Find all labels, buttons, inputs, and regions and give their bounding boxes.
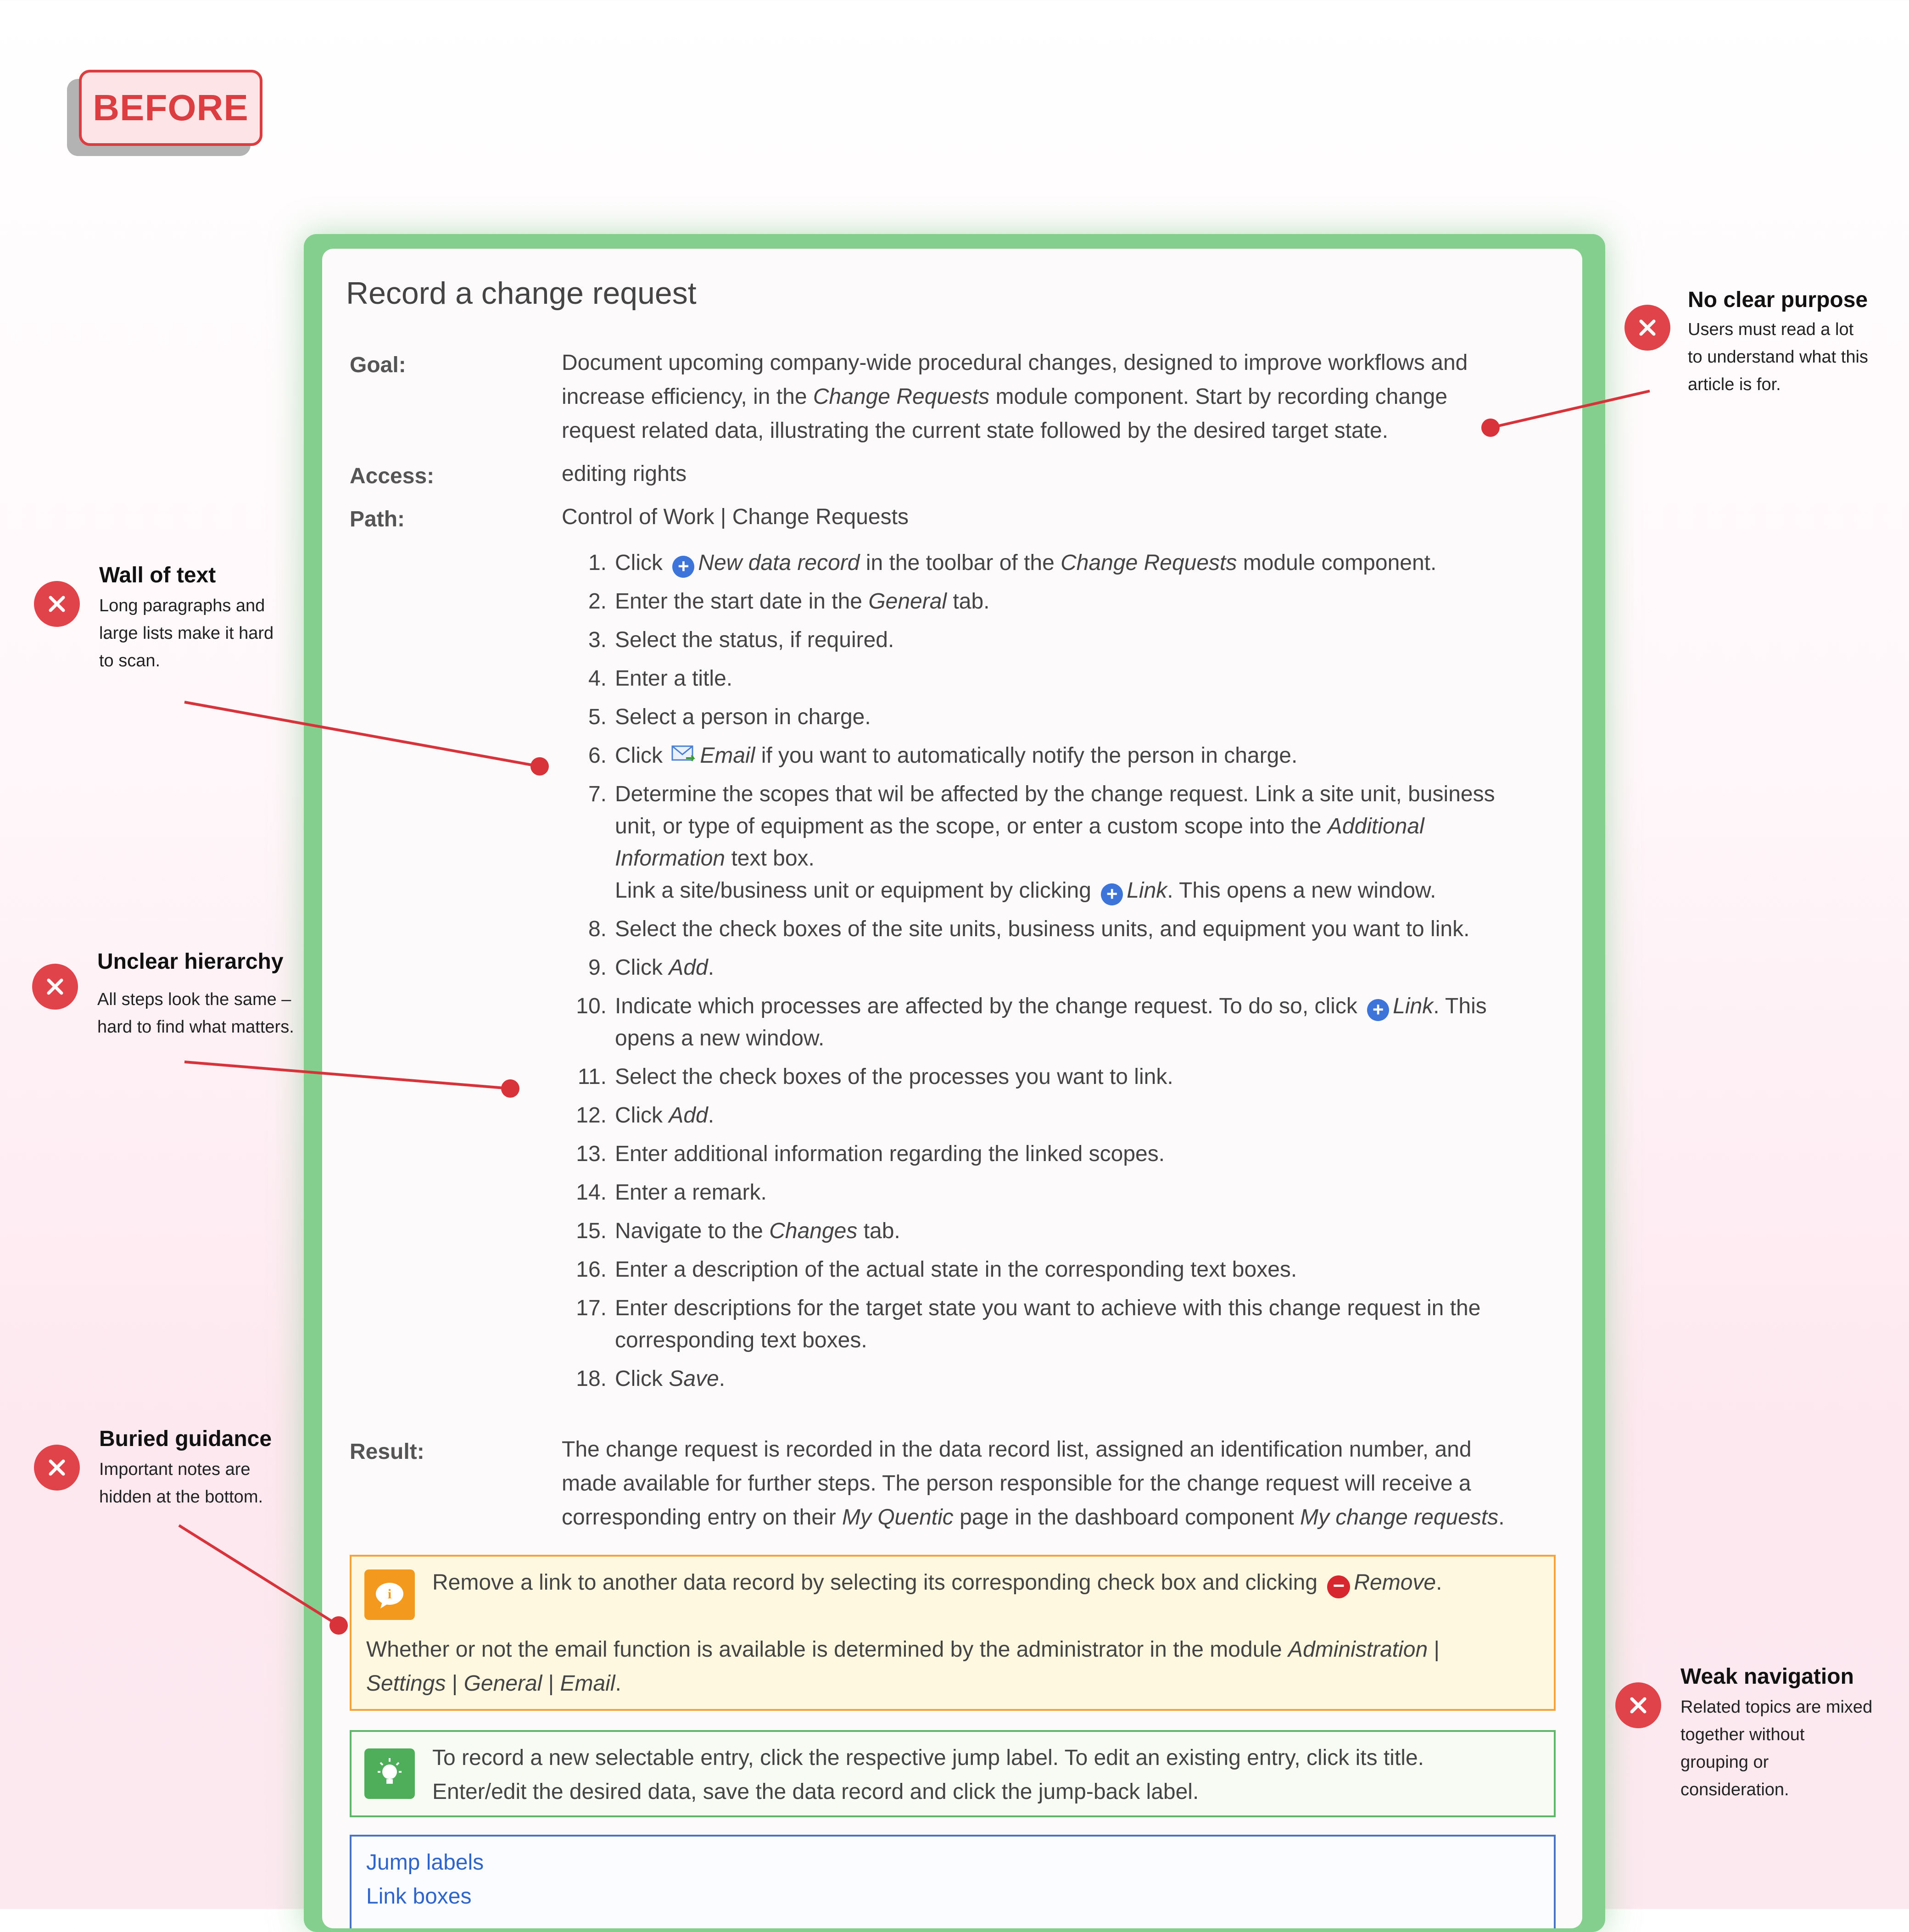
callout-hierarchy-title: Unclear hierarchy (97, 949, 284, 974)
step-item: 13. Enter additional information regarding the linked scopes. (576, 1142, 1165, 1166)
goal-text: Document upcoming company-wide procedural changes, designed to improve workflows and increase efficiency, in the Change Requests module component. Start by recording change request related data, illustrating the current state followed by the desired target state. (562, 351, 1468, 443)
step-item: 12. Click Add. (576, 1103, 714, 1128)
step-item: 18. Click Save. (576, 1367, 726, 1391)
step-item: 10. Indicate which processes are affected by the change request. To do so, click + Link. This opens a new window. (576, 994, 1487, 1050)
step-item: 4. Enter a title. (588, 666, 733, 691)
close-icon (34, 1445, 80, 1491)
step-item: 14. Enter a remark. (576, 1180, 767, 1205)
step-item: 17. Enter descriptions for the target state you want to achieve with this change request in the corresponding text boxes. (576, 1296, 1481, 1352)
article-title: Record a change request (346, 276, 697, 311)
callout-navigation-title: Weak navigation (1680, 1664, 1854, 1689)
step-item: 1. Click + New data record in the toolbar of the Change Requests module component. (588, 551, 1437, 577)
remove-icon[interactable]: − (1327, 1575, 1350, 1598)
step-item: 11. Select the check boxes of the processes you want to link. (577, 1065, 1173, 1089)
plus-icon[interactable]: + (1367, 999, 1389, 1021)
step-item: 9. Click Add. (588, 955, 714, 980)
callout-buried-body: Important notes are hidden at the bottom. (99, 1460, 263, 1507)
info-note-line2: Whether or not the email function is available is determined by the administrator in the module Administration | Settings | General | Email. (366, 1637, 1440, 1696)
step-item: 8. Select the check boxes of the site units, business units, and equipment you want to link. (588, 917, 1470, 941)
callout-wall-title: Wall of text (99, 563, 216, 587)
before-badge: BEFORE (79, 70, 262, 146)
callout-purpose-body: Users must read a lot to understand what this article is for. (1688, 320, 1868, 394)
callout-wall-body: Long paragraphs and large lists make it hard to scan. (99, 596, 274, 670)
step-item: 3. Select the status, if required. (588, 628, 894, 652)
callout-purpose-title: No clear purpose (1688, 288, 1868, 312)
callout-navigation-body: Related topics are mixed together without grouping or consideration. (1680, 1697, 1873, 1799)
svg-text:i: i (387, 1586, 392, 1602)
step-item: 5. Select a person in charge. (588, 705, 871, 729)
access-value: editing rights (562, 462, 687, 486)
goal-label: Goal: (350, 353, 406, 377)
path-value: Control of Work | Change Requests (562, 505, 909, 529)
step-item: 7. Determine the scopes that wil be affected by the change request. Link a site unit, business unit, or type of equipment as the scope, or enter a custom scope into the Additional Information text box. Link a site/business unit or equipment by clicking + Link. This opens a new window. (588, 782, 1495, 905)
result-text: The change request is recorded in the data record list, assigned an identification number, and made available for further steps. The person responsible for the change request will receive a corresponding entry on their My Quentic page in the dashboard component My change requests. (562, 1437, 1505, 1530)
close-icon (32, 964, 78, 1010)
step-item: 6. Click Email if you want to automatically notify the person in charge. (588, 743, 1298, 768)
step-item: 16. Enter a description of the actual state in the corresponding text boxes. (576, 1257, 1297, 1282)
tip-note-text: To record a new selectable entry, click the respective jump label. To edit an existing entry, click its title. Enter/edit the desired data, save the data record and click the jump-back label. (432, 1746, 1424, 1804)
info-note-line1: Remove a link to another data record by selecting its corresponding check box and clicking − Remove. (432, 1566, 1442, 1600)
link-jump-labels[interactable]: Jump labels (366, 1850, 484, 1875)
path-label: Path: (350, 507, 405, 531)
callout-buried-title: Buried guidance (99, 1427, 272, 1451)
close-icon (1615, 1682, 1661, 1728)
plus-icon[interactable]: + (672, 556, 694, 578)
step-item: 15. Navigate to the Changes tab. (576, 1219, 900, 1243)
plus-icon[interactable]: + (1101, 883, 1123, 905)
result-label: Result: (350, 1440, 424, 1464)
access-label: Access: (350, 464, 435, 488)
close-icon (1624, 305, 1670, 351)
callout-hierarchy-body: All steps look the same – hard to find what matters. (97, 990, 294, 1037)
step-item: 2. Enter the start date in the General tab. (588, 589, 990, 614)
link-link-boxes[interactable]: Link boxes (366, 1884, 472, 1909)
close-icon (34, 581, 80, 627)
